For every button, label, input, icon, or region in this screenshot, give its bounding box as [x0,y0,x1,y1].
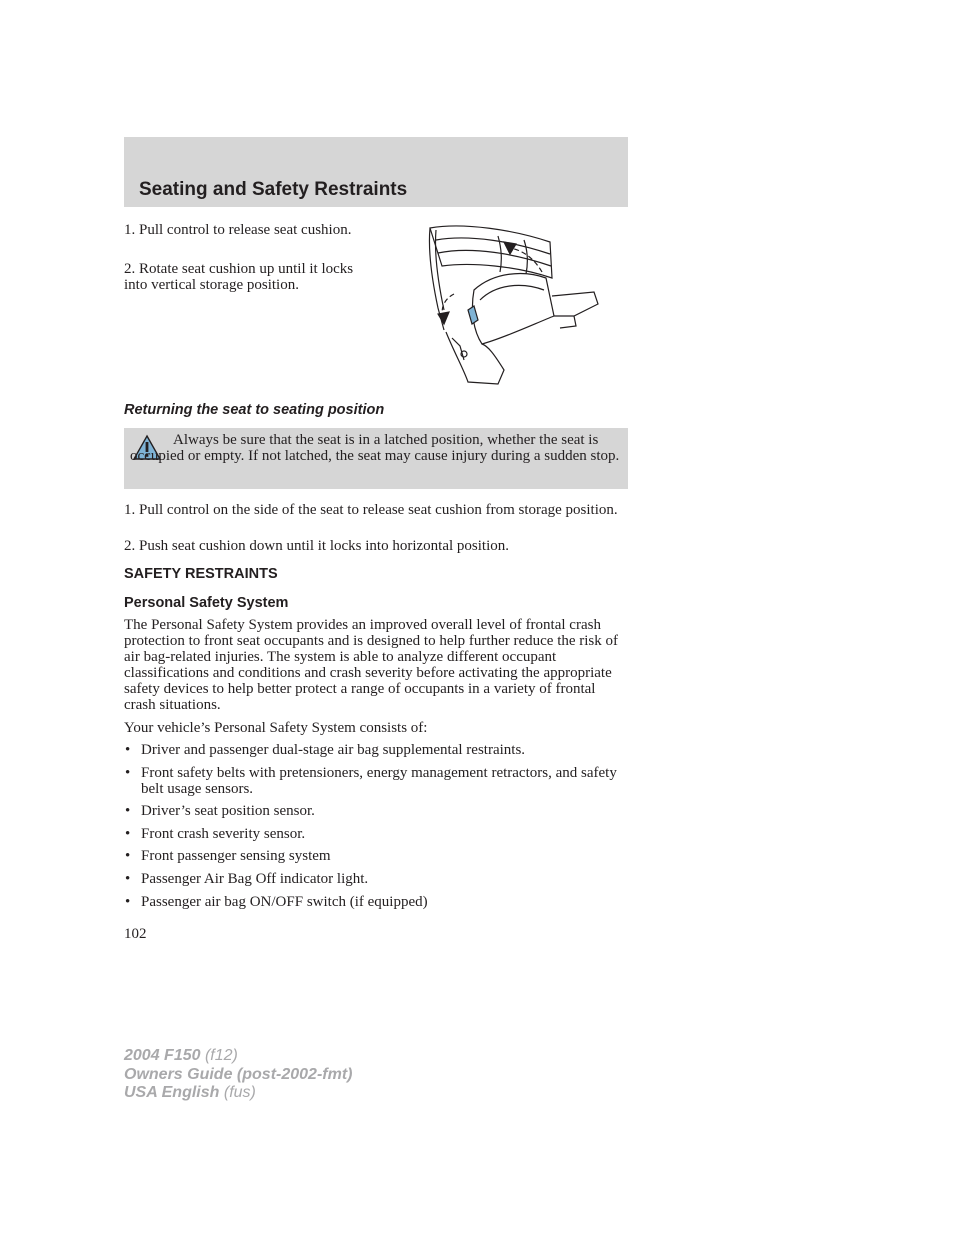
bullet-icon: • [125,803,131,820]
list-item: • Front safety belts with pretensioners, energy management retractors, and safety belt usage sensors. [125,764,617,797]
footer-language-code: (fus) [223,1084,256,1101]
footer-model-code: (f12) [204,1047,238,1064]
warning-text: Always be sure that the seat is in a latched position, whether the seat is occupied or empty. If not latched, the seat may cause injury during a sudden stop. [130,432,620,464]
bullet-icon: • [125,764,131,781]
consists-of-text: Your vehicle’s Personal Safety System consists of: [124,720,428,736]
list-item: • Passenger Air Bag Off indicator light. [125,870,369,887]
safety-paragraph: The Personal Safety System provides an improved overall level of frontal crash protection to front seat occupants and is designed to help further reduce the risk of air bag-related injuries. The system is able to analyze different occupant classifications and conditions and crash severity before activating the appropriate safety devices to help better protect a range of occupants in a variety of frontal crash situations. [124,617,619,713]
page-number: 102 [124,926,147,942]
seat-cushion-rotation-illustration [424,220,602,388]
footer-guide: Owners Guide (post-2002-fmt) [124,1065,353,1083]
bullet-icon: • [125,893,131,910]
section-title: Seating and Safety Restraints [139,179,408,200]
warning-box [124,428,628,489]
section-header-band [124,137,628,207]
returning-heading: Returning the seat to seating position [124,402,385,418]
return-step-1: 1. Pull control on the side of the seat to release seat cushion from storage position. [124,502,618,518]
footer-language: USA English [124,1084,220,1101]
personal-safety-system-heading: Personal Safety System [124,595,289,611]
return-step-2: 2. Push seat cushion down until it locks into horizontal position. [124,538,509,554]
bullet-icon: • [125,742,131,758]
list-item: • Front crash severity sensor. [125,825,306,842]
list-item: • Driver and passenger dual-stage air bag supplemental restraints. [125,742,526,758]
safety-restraints-heading: SAFETY RESTRAINTS [124,566,278,582]
bullet-icon: • [125,848,131,865]
footer-model: 2004 F150 [124,1047,201,1064]
storage-step-2: 2. Rotate seat cushion up until it locks into vertical storage position. [124,261,354,293]
bullet-icon: • [125,870,131,887]
safety-system-list [124,742,628,916]
document-footer [124,1047,352,1103]
bullet-icon: • [125,825,131,842]
list-item: • Front passenger sensing system [125,848,331,865]
list-item: • Passenger air bag ON/OFF switch (if equipped) [125,893,428,910]
storage-step-1: 1. Pull control to release seat cushion. [124,222,352,238]
list-item: • Driver’s seat position sensor. [125,803,315,820]
